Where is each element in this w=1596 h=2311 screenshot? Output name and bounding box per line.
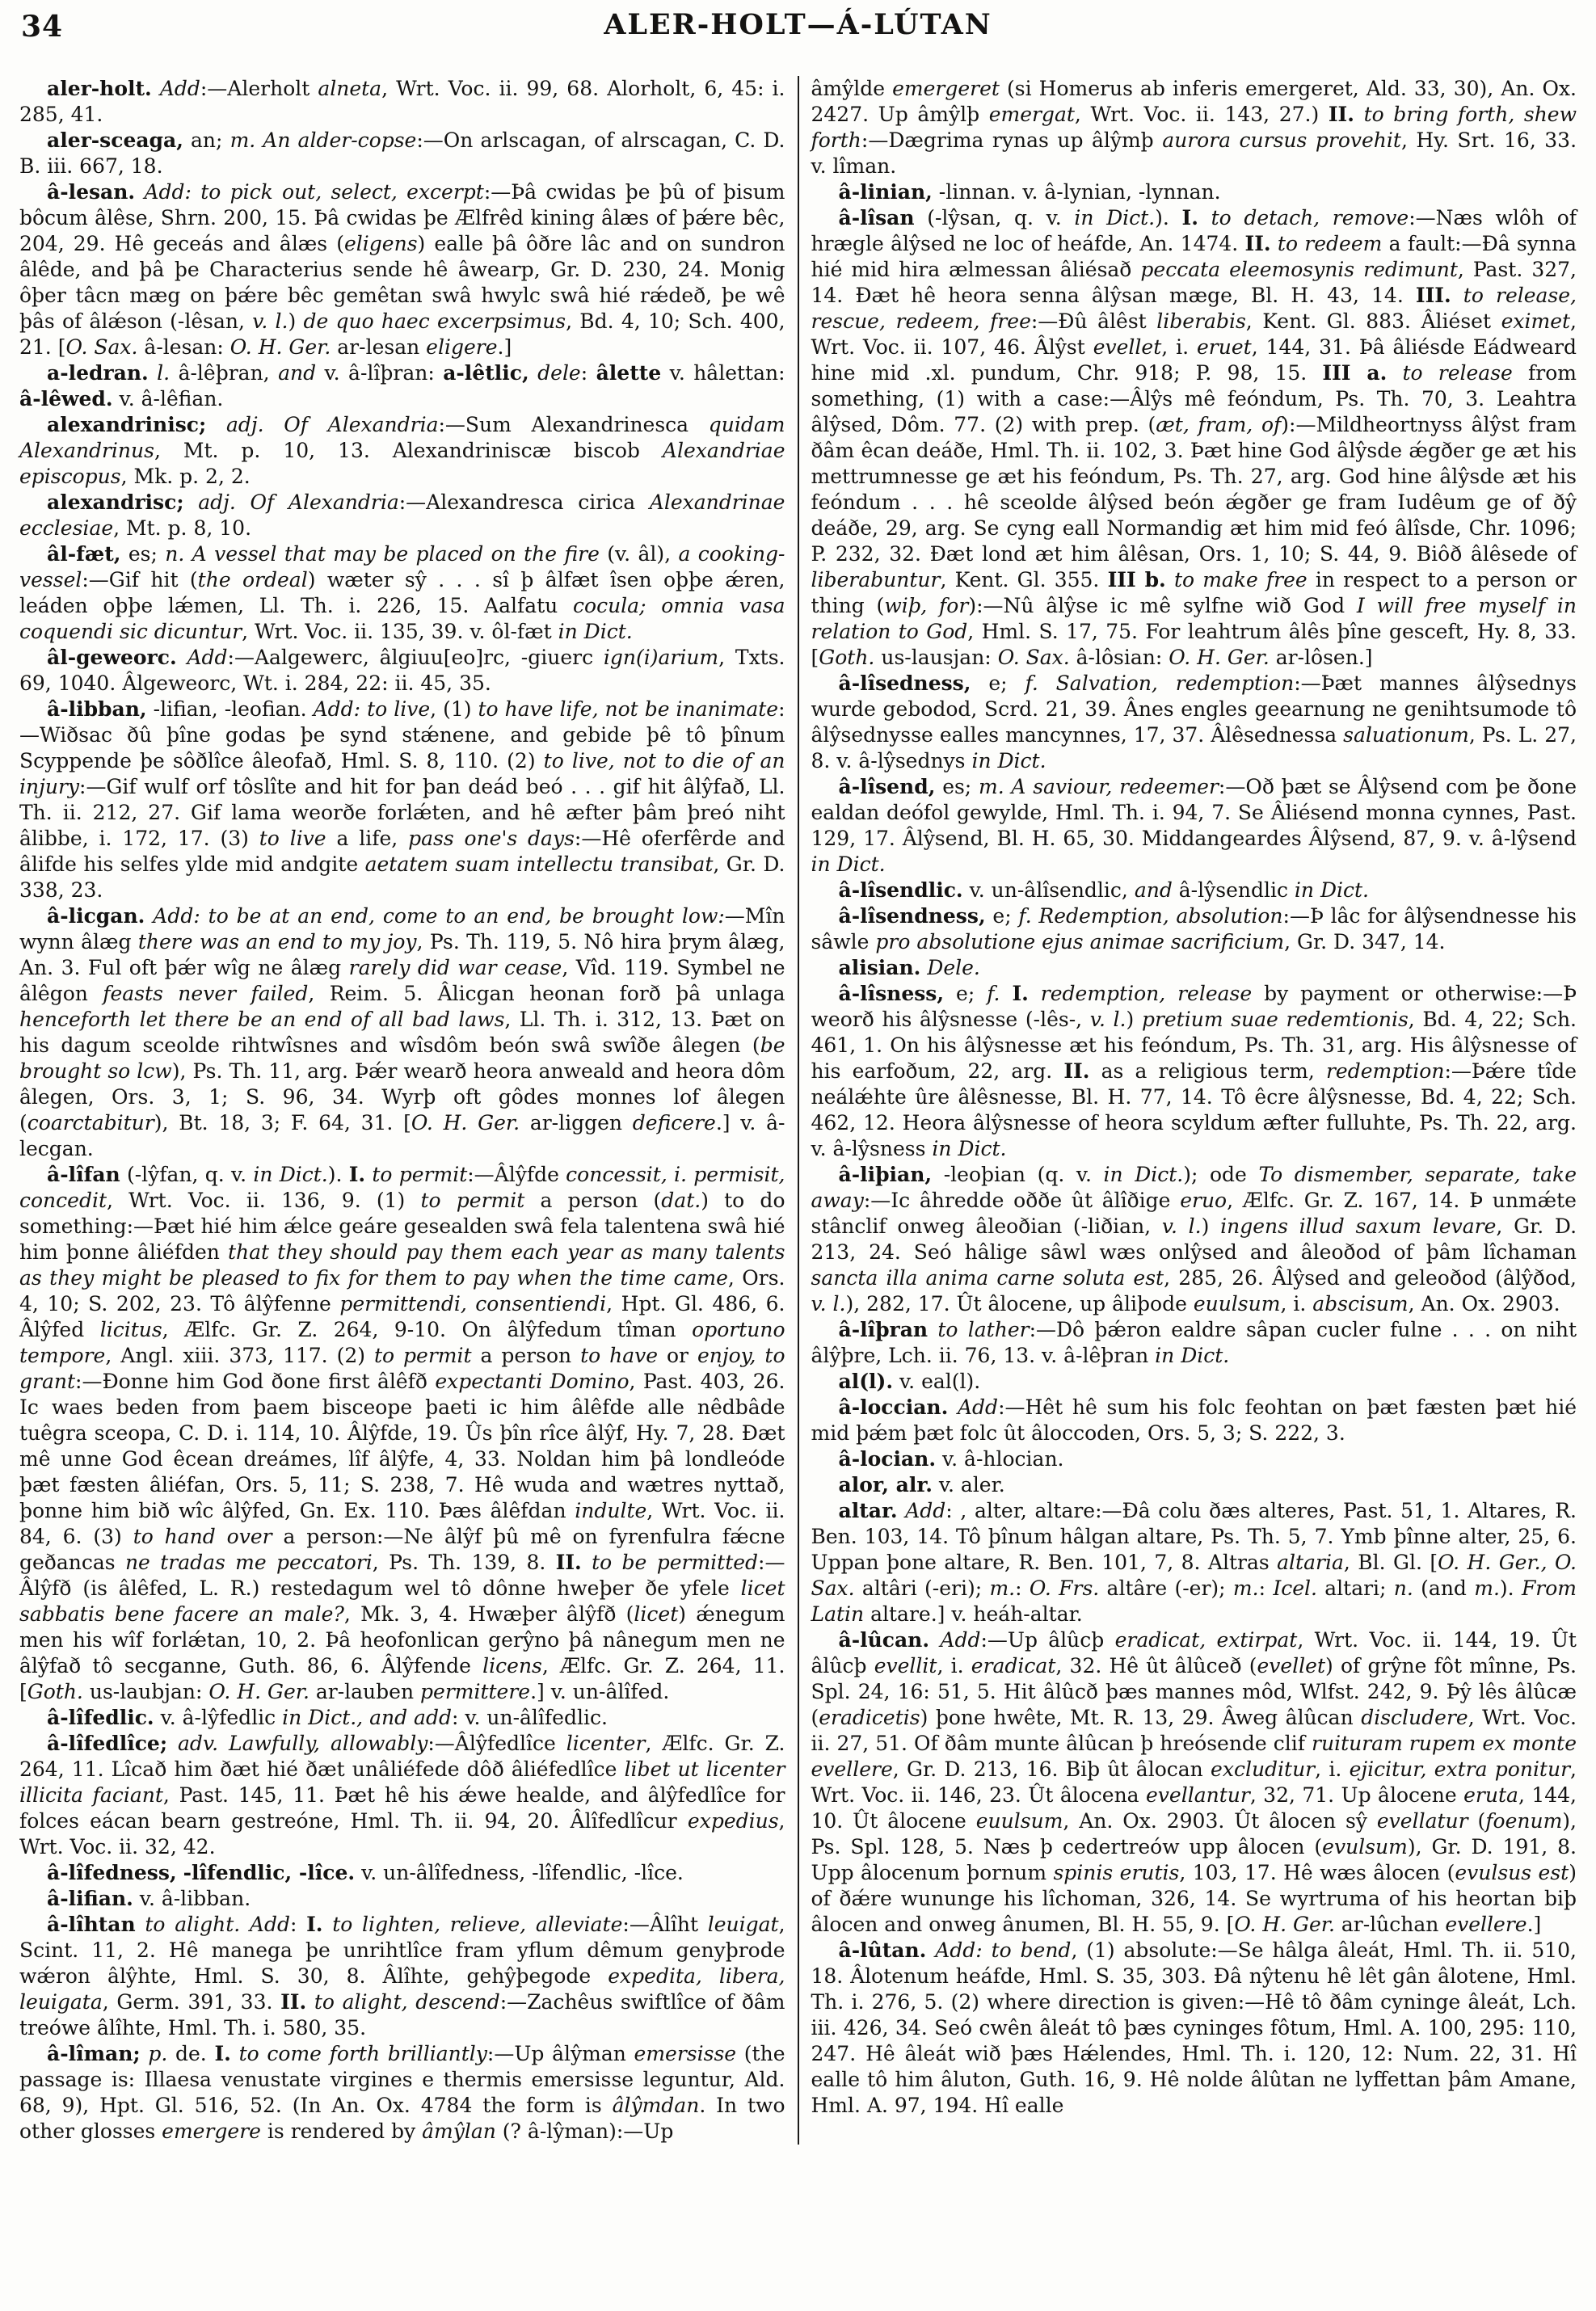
dictionary-entry bbox=[811, 1498, 1577, 1627]
column-left bbox=[19, 76, 798, 2145]
page-number: 34 bbox=[21, 10, 64, 44]
dictionary-entry bbox=[19, 1162, 785, 1705]
page-content bbox=[19, 76, 1577, 2145]
entry-body: Add: to be at an end, come to an end, be brought low:—Mîn wynn âlæg there was an end to my joy, Ps. Th. 119, 5. Nô hira þrym âlæg, An. 3. Ful oft þǽr wîg ne âlæg rarely did war cease, Vîd. 119. Symbel ne âlêgon feasts never failed, Reim. 5. Âlicgan heonan forð þâ unlaga henceforth let there be an end of all bad laws, Ll. Th. i. 312, 13. Þæt on his dagum sceolde rihtwîsnes and wîsdôm beón swâ swîðe âlegen (be brought so lcw), Ps. Th. 11, arg. Þǽr wearð heora anweald and heora dôm âlegen, Ors. 3, 1; S. 96, 34. Wyrþ oft gôdes monnes lof âlegen (coarctabitur), Bt. 18, 3; F. 64, 31. [O. H. Ger. ar-liggen deficere.] v. â-lecgan. bbox=[19, 904, 785, 1160]
dictionary-entry bbox=[811, 1446, 1577, 1472]
dictionary-entry bbox=[19, 2041, 785, 2145]
entry-headword: â-lîfan bbox=[47, 1163, 120, 1186]
entry-body: to lather:—Dô þǽron ealdre sâpan cucler fulne . . . on niht âlŷþre, Lch. ii. 76, 13. v. â-lêþran in Dict. bbox=[811, 1318, 1577, 1367]
dictionary-entry bbox=[19, 1912, 785, 2041]
entry-body: v. eal(l). bbox=[899, 1370, 981, 1393]
entry-body: v. â-lŷfedlic in Dict., and add: v. un-âlîfedlic. bbox=[160, 1706, 608, 1729]
dictionary-entry bbox=[811, 774, 1577, 878]
entry-headword: alexandrinisc; bbox=[47, 413, 207, 436]
entry-body: -lîfendlic, -lîce. v. un-âlîfedness, -lîfendlic, -lîce. bbox=[183, 1861, 684, 1884]
dictionary-entry bbox=[811, 903, 1577, 955]
entry-body: e; f. Salvation, redemption:—Þæt mannes âlŷsednys wurde gebodod, Scrd. 21, 39. Ânes engles geearnung ne genihtsumode tô âlŷsednysse ealles mancynnes, 17, 37. Âlêsednessa saluationum, Ps. L. 27, 8. v. â-lŷsednys in Dict. bbox=[811, 671, 1577, 772]
entry-body: Add: , alter, altare:—Ðâ colu ðæs alteres, Past. 51, 1. Altares, R. Ben. 103, 14. Tô þînum hâlgan altare, Ps. Th. 5, 7. Ymb þînne alter, 25, 6. Uppan þone altare, R. Ben. 101, 7, 8. Altras altaria, Bl. Gl. [O. H. Ger., O. Sax. altâri (-eri); m.: O. Frs. altâre (-er); m.: Icel. altari; n. (and m.). From Latin altare.] v. heáh-altar. bbox=[811, 1499, 1577, 1626]
entry-headword: âl-geweorc. bbox=[47, 646, 177, 669]
entry-body: -linnan. v. â-lynian, -lynnan. bbox=[938, 180, 1221, 204]
dictionary-entry bbox=[811, 671, 1577, 774]
entry-body: -leoþian (q. v. in Dict.); ode To dismember, separate, take away:—Ic âhredde oððe ût âlîðige eruo, Ælfc. Gr. Z. 167, 14. Þ unmǽte stânclif onweg âleoðian (-liðian, v. l.) ingens illud saxum levare, Gr. D. 213, 24. Seó hâlige sâwl wæs onlŷsed and âleoðod of þâm lîchaman sancta illa anima carne soluta est, 285, 26. Âlŷsed and geleoðod (âlŷðod, v. l.), 282, 17. Ût âlocene, up âliþode euulsum, i. abscisum, An. Ox. 2903. bbox=[811, 1163, 1577, 1315]
dictionary-entry bbox=[811, 1369, 1577, 1395]
entry-headword: â-lîman; bbox=[47, 2042, 141, 2065]
entry-headword: alexandrisc; bbox=[47, 490, 184, 514]
entry-headword: â-lîsendlic. bbox=[838, 878, 963, 902]
entry-headword: â-lîfedness, bbox=[47, 1861, 177, 1884]
dictionary-entry bbox=[19, 1886, 785, 1912]
dictionary-entry bbox=[19, 1860, 785, 1886]
entry-body: adj. Of Alexandria:—Alexandresca cirica Alexandrinae ecclesiae, Mt. p. 8, 10. bbox=[19, 490, 785, 540]
entry-body: v. â-libban. bbox=[139, 1887, 251, 1910]
entry-body: Add:—Aalgewerc, âlgiuu[eo]rc, -giuerc ign(i)arium, Txts. 69, 1040. Âlgeweorc, Wt. i. 284, 22: ii. 45, 35. bbox=[19, 646, 785, 695]
entry-headword: â-liþian, bbox=[838, 1163, 933, 1186]
dictionary-entry bbox=[19, 1731, 785, 1860]
entry-headword: â-linian, bbox=[838, 180, 933, 204]
entry-headword: â-lîsendness, bbox=[838, 904, 986, 928]
entry-headword: a-ledran. bbox=[47, 361, 149, 385]
entry-headword: â-loccian. bbox=[838, 1395, 949, 1419]
entry-headword: â-lûcan. bbox=[838, 1628, 930, 1652]
dictionary-entry bbox=[811, 1162, 1577, 1317]
entry-headword: alor, alr. bbox=[838, 1473, 933, 1496]
entry-body: v. â-hlocian. bbox=[942, 1447, 1064, 1471]
dictionary-entry bbox=[811, 1395, 1577, 1446]
dictionary-entry bbox=[811, 179, 1577, 205]
dictionary-entry bbox=[19, 412, 785, 490]
column-right bbox=[799, 76, 1577, 2145]
dictionary-entry bbox=[19, 76, 785, 128]
entry-body: adj. Of Alexandria:—Sum Alexandrinesca quidam Alexandrinus, Mt. p. 10, 13. Alexandriniscæ biscob Alexandriae episcopus, Mk. p. 2, 2. bbox=[19, 413, 785, 488]
entry-headword: al(l). bbox=[838, 1370, 894, 1393]
dictionary-entry bbox=[19, 1705, 785, 1731]
dictionary-entry bbox=[19, 903, 785, 1162]
dictionary-entry bbox=[811, 878, 1577, 903]
entry-headword: â-lîsness, bbox=[838, 982, 945, 1005]
dictionary-entry bbox=[811, 981, 1577, 1162]
dictionary-entry bbox=[19, 645, 785, 697]
entry-headword: alisian. bbox=[838, 956, 921, 979]
entry-headword: â-lîsend, bbox=[838, 775, 936, 798]
entry-body: e; f. Redemption, absolution:—Þ lâc for âlŷsendnesse his sâwle pro absolutione ejus animae sacrificium, Gr. D. 347, 14. bbox=[811, 904, 1577, 953]
entry-body: (-lŷsan, q. v. in Dict.). I. to detach, remove:—Næs wlôh of hrægle âlŷsed ne loc of heáfde, An. 1474. II. to redeem a fault:—Ðâ synna hié mid hira ælmessan âliésað peccata eleemosynis redimunt, Past. 327, 14. Ðæt hê heora senna âlŷsan mæge, Bl. H. 43, 14. III. to release, rescue, redeem, free:—Ðû âlêst liberabis, Kent. Gl. 883. Âliéset eximet, Wrt. Voc. ii. 107, 46. Âlŷst evellet, i. eruet, 144, 31. Þâ âliésde Eádweard hine mid .xl. pundum, Chr. 918; P. 98, 15. III a. to release from something, (1) with a case:—Âlŷs mê feóndum, Ps. Th. 70, 3. Leahtra âlŷsed, Dôm. 77. (2) with prep. (æt, fram, of):—Mildheortnyss âlŷst fram ðâm êcan deáðe, Hml. Th. ii. 102, 3. Þæt hine God âlŷsde ǽgðer ge æt his mettrumnesse ge æt his feóndum, Ps. Th. 27, arg. God hine âlŷsde æt his feóndum . . . hê sceolde âlŷsed beón ǽgðer ge fram Iudêum ge of ðŷ deáðe, 29, arg. Se cyng eall Normandig æt him mid feó âlîsde, Chr. 1096; P. 232, 32. Ðæt lond æt him âlêsan, Ors. 1, 10; S. 44, 9. Biôð âlêsede of liberabuntur, Kent. Gl. 355. III b. to make free in respect to a person or thing (wiþ, for):—Nû âlŷse ic mê sylfne wið God I will free myself in relation to God, Hml. S. 17, 75. For leahtrum âlês þîne gesceft, Hy. 8, 33. [Goth. us-lausjan: O. Sax. â-lôsian: O. H. Ger. ar-lôsen.] bbox=[811, 206, 1577, 669]
entry-headword: â-lîfedlic. bbox=[47, 1706, 154, 1729]
entry-body: e; f. I. redemption, release by payment or otherwise:—Þ weorð his âlŷsnesse (-lês-, v. l.) pretium suae redemtionis, Bd. 4, 22; Sch. 461, 1. On his âlŷsnesse æt his feóndum, Ps. Th. 31, arg. His âlŷsnesse of his earfoðum, 22, arg. II. as a religious term, redemption:—Þǽre tîde neálǽhte ûre âlêsnesse, Bl. H. 77, 14. Tô êcre âlŷsnesse, Bd. 4, 22; Sch. 462, 12. Heora âlŷsnesse of heora scyldum æfter fulluhte, Ps. Th. 22, arg. v. â-lŷsness in Dict. bbox=[811, 982, 1577, 1160]
running-head: ALER-HOLT—Á-LÚTAN bbox=[604, 8, 992, 41]
entry-body: es; m. A saviour, redeemer:—Oð þæt se Âlŷsend com þe ðone ealdan deófol gewylde, Hml. Th. i. 94, 7. Se Âliésend monna cynnes, Past. 129, 17. Âlŷsend, Bl. H. 65, 30. Middangeardes Âlŷsend, 87, 9. v. â-lŷsend in Dict. bbox=[811, 775, 1577, 876]
dictionary-entry bbox=[811, 1472, 1577, 1498]
entry-headword: â-licgan. bbox=[47, 904, 145, 928]
entry-body: Add: to bend, (1) absolute:—Se hâlga âleát, Hml. Th. ii. 510, 18. Âlotenum heáfde, Hml. S. 35, 303. Ðâ nŷtenu hê lêt gân âlotene, Hml. Th. i. 276, 5. (2) where direction is given:—Hê tô ðâm cyninge âleát, Lch. iii. 426, 34. Seó cwên âleát tô þæs cyninges fôtum, Hml. A. 100, 295: 110, 247. Hê âleát wið þæs Hǽlendes, Hml. Th. i. 120, 12: Num. 22, 31. Hî ealle tô him âluton, Guth. 16, 9. Hê nolde âlûtan ne lyffettan þâm Amane, Hml. A. 97, 194. Hî ealle bbox=[811, 1938, 1577, 2117]
entry-body: Add:—Up âlûcþ eradicat, extirpat, Wrt. Voc. ii. 144, 19. Ût âlûcþ evellit, i. eradicat, 32. Hê ût âlûceð (evellet) of grŷne fôt mînne, Ps. Spl. 24, 16: 51, 5. Hit âlûcð þæs mannes môd, Wlfst. 242, 9. Þŷ lês âlûcæ (eradicetis) þone hwête, Mt. R. 13, 29. Âweg âlûcan discludere, Wrt. Voc. ii. 27, 51. Of ðâm munte âlûcan þ hreósende clif ruituram rupem ex monte evellere, Gr. D. 213, 16. Biþ ût âlocan excluditur, i. ejicitur, extra ponitur, Wrt. Voc. ii. 146, 23. Ût âlocena evellantur, 32, 71. Up âlocene eruta, 144, 10. Ût âlocene euulsum, An. Ox. 2903. Ût âlocen sŷ evellatur (foenum), Ps. Spl. 128, 5. Næs þ cedertreów upp âlocen (evulsum), Gr. D. 191, 8. Upp âlocenum þornum spinis erutis, 103, 17. Hê wæs âlocen (evulsus est) of ðǽre wununge his lîchoman, 326, 14. Se wyrtruma of his heortan biþ âlocen and onweg ânumen, Bl. H. 55, 9. [O. H. Ger. ar-lûchan evellere.] bbox=[811, 1628, 1577, 1936]
dictionary-entry bbox=[811, 955, 1577, 981]
page-header bbox=[19, 8, 1577, 55]
dictionary-entry bbox=[811, 1627, 1577, 1938]
entry-body: adv. Lawfully, allowably:—Âlŷfedlîce licenter, Ælfc. Gr. Z. 264, 11. Lîcað him ðæt hié ðæt unâliéfede dôð âliéfedlîce libet ut licenter illicita faciant, Past. 145, 11. Þæt hê his ǽwe healde, and âlŷfedlîce for folces eácan bearn gestreóne, Hml. Th. ii. 94, 20. Âlîfedlîcur expedius, Wrt. Voc. ii. 32, 42. bbox=[19, 1732, 785, 1858]
entry-headword: â-locian. bbox=[838, 1447, 937, 1471]
entry-headword: â-libban, bbox=[47, 697, 147, 721]
dictionary-entry bbox=[19, 541, 785, 645]
entry-headword: â-lîþran bbox=[838, 1318, 929, 1341]
entry-body: l. â-lêþran, and v. â-lîþran: a-lêtlic, dele: âlette v. hâlettan: â-lêwed. v. â-lêfian. bbox=[19, 361, 785, 410]
entry-headword: â-lûtan. bbox=[838, 1938, 927, 1962]
entry-body: Dele. bbox=[927, 956, 980, 979]
entry-body: es; n. A vessel that may be placed on the fire (v. âl), a cooking-vessel:—Gif hit (the ordeal) wæter sŷ . . . sî þ âlfæt îsen oþþe ǽren, leáden oþþe lǽmen, Ll. Th. i. 226, 15. Aalfatu cocula; omnia vasa coquendi sic dicuntur, Wrt. Voc. ii. 135, 39. v. ôl-fæt in Dict. bbox=[19, 542, 785, 643]
entry-body: -lifian, -leofian. Add: to live, (1) to have life, not be inanimate:—Wiðsac ðû þîne godas þe synd stǽnene, and gebide þê tô þînum Scyppende þe sôðlîce âleofað, Hml. S. 8, 110. (2) to live, not to die of an injury:—Gif wulf orf tôslîte and hit for þan deád beó . . . gif hit âlŷfað, Ll. Th. ii. 212, 27. Gif lama weorðe forlǽten, and hê æfter þâm þreó niht âlibbe, i. 172, 17. (3) to live a life, pass one's days:—Hê oferfêrde and âlifde his selfes ylde mid andgite aetatem suam intellectu transibat, Gr. D. 338, 23. bbox=[19, 697, 785, 902]
entry-headword: aler-sceaga, bbox=[47, 128, 183, 152]
dictionary-entry bbox=[19, 697, 785, 903]
entry-headword: âl-fæt, bbox=[47, 542, 121, 566]
dictionary-entry bbox=[811, 205, 1577, 671]
entry-body: Add:—Hêt hê sum his folc feohtan on þæt fæsten þæt hié mid þǽm þæt folc ût âloccoden, Ors. 5, 3; S. 222, 3. bbox=[811, 1395, 1577, 1445]
entry-headword: â-lîhtan bbox=[47, 1913, 136, 1936]
entry-headword: â-lîfedlîce; bbox=[47, 1732, 168, 1755]
entry-body: v. un-âlîsendlic, and â-lŷsendlic in Dict. bbox=[969, 878, 1369, 902]
entry-continuation bbox=[811, 76, 1577, 179]
entry-body: an; m. An alder-copse:—On arlscagan, of alrscagan, C. D. B. iii. 667, 18. bbox=[19, 128, 785, 178]
dictionary-entry bbox=[811, 1317, 1577, 1369]
entry-headword: aler-holt. bbox=[47, 77, 152, 100]
entry-headword: â-lîsan bbox=[838, 206, 915, 229]
dictionary-entry bbox=[19, 179, 785, 360]
dictionary-entry bbox=[19, 360, 785, 412]
entry-headword: â-lifian. bbox=[47, 1887, 133, 1910]
dictionary-entry bbox=[19, 490, 785, 541]
entry-body: to alight. Add: I. to lighten, relieve, alleviate:—Âlîht leuigat, Scint. 11, 2. Hê manega þe unrihtlîce fram yflum dêmum genyþrode wǽron âlŷhte, Hml. S. 30, 8. Âlîhte, gehŷþegode expedita, libera, leuigata, Germ. 391, 33. II. to alight, descend:—Zachêus swiftlîce of ðâm treówe âlîhte, Hml. Th. i. 580, 35. bbox=[19, 1913, 785, 2039]
dictionary-entry bbox=[19, 128, 785, 179]
entry-body: p. de. I. to come forth brilliantly:—Up âlŷman emersisse (the passage is: Illaesa venustate virgines e thermis emersisse leguntur, Ald. 68, 9), Hpt. Gl. 516, 52. (In An. Ox. 4784 the form is âlŷmdan. In two other glosses emergere is rendered by âmŷlan (? â-lŷman):—Up bbox=[19, 2042, 785, 2143]
entry-body: âmŷlde emergeret (si Homerus ab inferis emergeret, Ald. 33, 30), An. Ox. 2427. Up âmŷlþ emergat, Wrt. Voc. ii. 143, 27.) II. to bring forth, shew forth:—Dægrima rynas up âlŷmþ aurora cursus provehit, Hy. Srt. 16, 33. v. lîman. bbox=[811, 77, 1577, 178]
entry-body: Add:—Alerholt alneta, Wrt. Voc. ii. 99, 68. Alorholt, 6, 45: i. 285, 41. bbox=[19, 77, 785, 126]
entry-headword: altar. bbox=[838, 1499, 898, 1522]
entry-body: (-lŷfan, q. v. in Dict.). I. to permit:—Âlŷfde concessit, i. permisit, concedit, Wrt. Voc. ii. 136, 9. (1) to permit a person (dat.) to do something:—Þæt hié him ǽlce geáre gesealden swâ fela talentena swâ hié him þonne âliéfden that they should pay them each year as many talents as they might be pleased to fix for them to pay when the time came, Ors. 4, 10; S. 202, 23. Tô âlŷfenne permittendi, consentiendi, Hpt. Gl. 486, 6. Âlŷfed licitus, Ælfc. Gr. Z. 264, 9-10. On âlŷfedum tîman oportuno tempore, Angl. xiii. 373, 117. (2) to permit a person to have or enjoy, to grant:—Ðonne him God ðone first âlêfð expectanti Domino, Past. 403, 26. Ic waes beden from þaem bisceope þaeti ic him âlêfde alle nêdbâde tuêgra sceopa, C. D. i. 114, 10. Âlŷfde, 19. Ûs þîn rîce âlŷf, Hy. 7, 28. Ðæt mê unne God êcean dreámes, lîf âlŷfe, 4, 33. Noldan him þâ londleóde þæt fæsten âliéfan, Ors. 5, 11; S. 238, 7. Hê wuda and wætres nyttað, þonne him bið wîc âlŷfed, Gn. Ex. 110. Þæs âlêfdan indulte, Wrt. Voc. ii. 84, 6. (3) to hand over a person:—Ne âlŷf þû mê on fyrenfulra fǽcne geðancas ne tradas me peccatori, Ps. Th. 139, 8. II. to be permitted:—Âlŷfð (is âlêfed, L. R.) restedagum wel tô dônne hweþer ðe yfele licet sabbatis bene facere an male?, Mk. 3, 4. Hwæþer âlŷfð (licet) ǽnegum men his wîf forlǽtan, 10, 2. Þâ heofonlican gerŷno þâ nânegum men ne âlŷfað tô secganne, Guth. 86, 6. Âlŷfende licens, Ælfc. Gr. Z. 264, 11. [Goth. us-laubjan: O. H. Ger. ar-lauben permittere.] v. un-âlîfed. bbox=[19, 1163, 785, 1703]
entry-headword: â-lîsedness, bbox=[838, 671, 971, 695]
entry-body: v. aler. bbox=[938, 1473, 1005, 1496]
dictionary-entry bbox=[811, 1938, 1577, 2119]
entry-body: Add: to pick out, select, excerpt:—Þâ cwidas þe þû of þisum bôcum âlêse, Shrn. 200, 15. Þâ cwidas þe Ælfrêd kining âlæs of þǽre bêc, 204, 29. Hê geceás and âlæs (eligens) ealle þâ ôðre lâc and on sundron âlêde, and þâ þe Characterius sende hê âwearp, Gr. D. 230, 24. Monig ôþer tâcn mæg on þǽre bêc gemêtan swâ hwylc swâ hié rǽdeð, þe wê þâs of âlǽson (-lêsan, v. l.) de quo haec excerpsimus, Bd. 4, 10; Sch. 400, 21. [O. Sax. â-lesan: O. H. Ger. ar-lesan eligere.] bbox=[19, 180, 785, 359]
entry-headword: â-lesan. bbox=[47, 180, 136, 204]
